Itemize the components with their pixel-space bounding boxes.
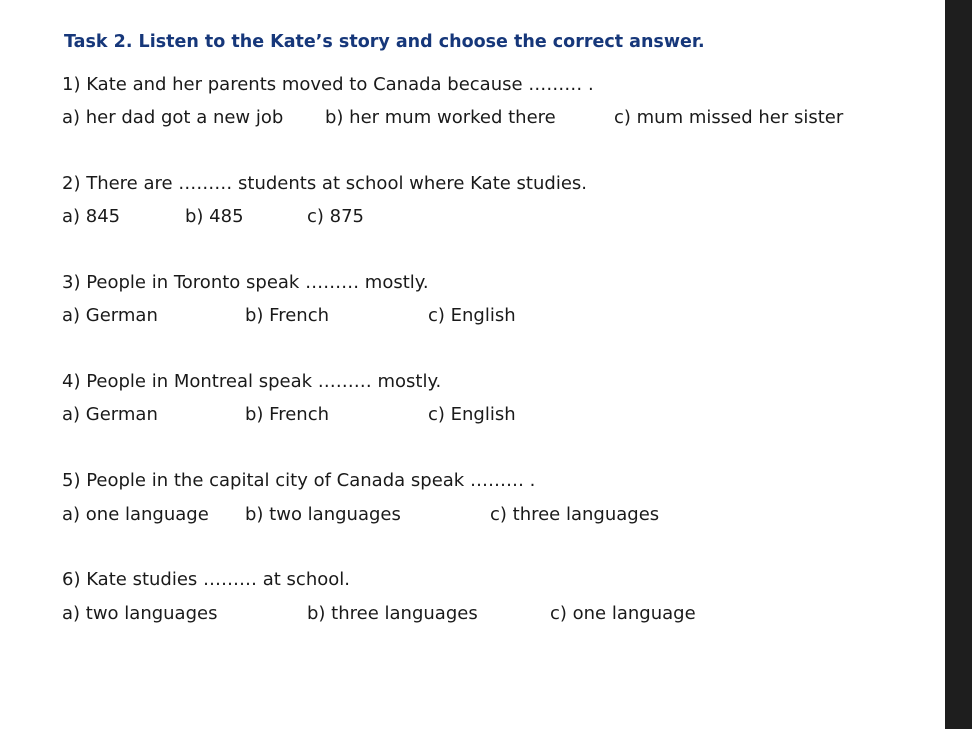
question-5-option-b: b) two languages xyxy=(245,504,401,525)
task-title: Task 2. Listen to the Kate’s story and choose the correct answer. xyxy=(64,32,705,52)
question-1-option-c: c) mum missed her sister xyxy=(614,107,844,128)
question-3-option-a: a) German xyxy=(62,305,158,326)
question-6-option-c: c) one language xyxy=(550,603,696,624)
question-1-option-a: a) her dad got a new job xyxy=(62,107,284,128)
question-2-option-b: b) 485 xyxy=(185,206,244,227)
question-4-option-b: b) French xyxy=(245,404,330,425)
question-6-option-b: b) three languages xyxy=(307,603,478,624)
question-3-text: 3) People in Toronto speak ……… mostly. xyxy=(62,272,429,293)
question-2-text: 2) There are ……… students at school where Kate studies. xyxy=(62,173,587,194)
question-4-option-c: c) English xyxy=(428,404,516,425)
question-6-text: 6) Kate studies ……… at school. xyxy=(62,569,350,590)
question-1-text: 1) Kate and her parents moved to Canada because ……… . xyxy=(62,74,594,95)
dark-side-border xyxy=(945,0,972,729)
question-2-option-a: a) 845 xyxy=(62,206,121,227)
question-5-text: 5) People in the capital city of Canada speak ……… . xyxy=(62,470,536,491)
question-2-option-c: c) 875 xyxy=(307,206,364,227)
question-6-option-a: a) two languages xyxy=(62,603,218,624)
question-4-text: 4) People in Montreal speak ……… mostly. xyxy=(62,371,442,392)
question-3-option-c: c) English xyxy=(428,305,516,326)
question-1-option-b: b) her mum worked there xyxy=(325,107,556,128)
question-5-option-a: a) one language xyxy=(62,504,209,525)
question-5-option-c: c) three languages xyxy=(490,504,660,525)
question-3-option-b: b) French xyxy=(245,305,330,326)
question-4-option-a: a) German xyxy=(62,404,158,425)
